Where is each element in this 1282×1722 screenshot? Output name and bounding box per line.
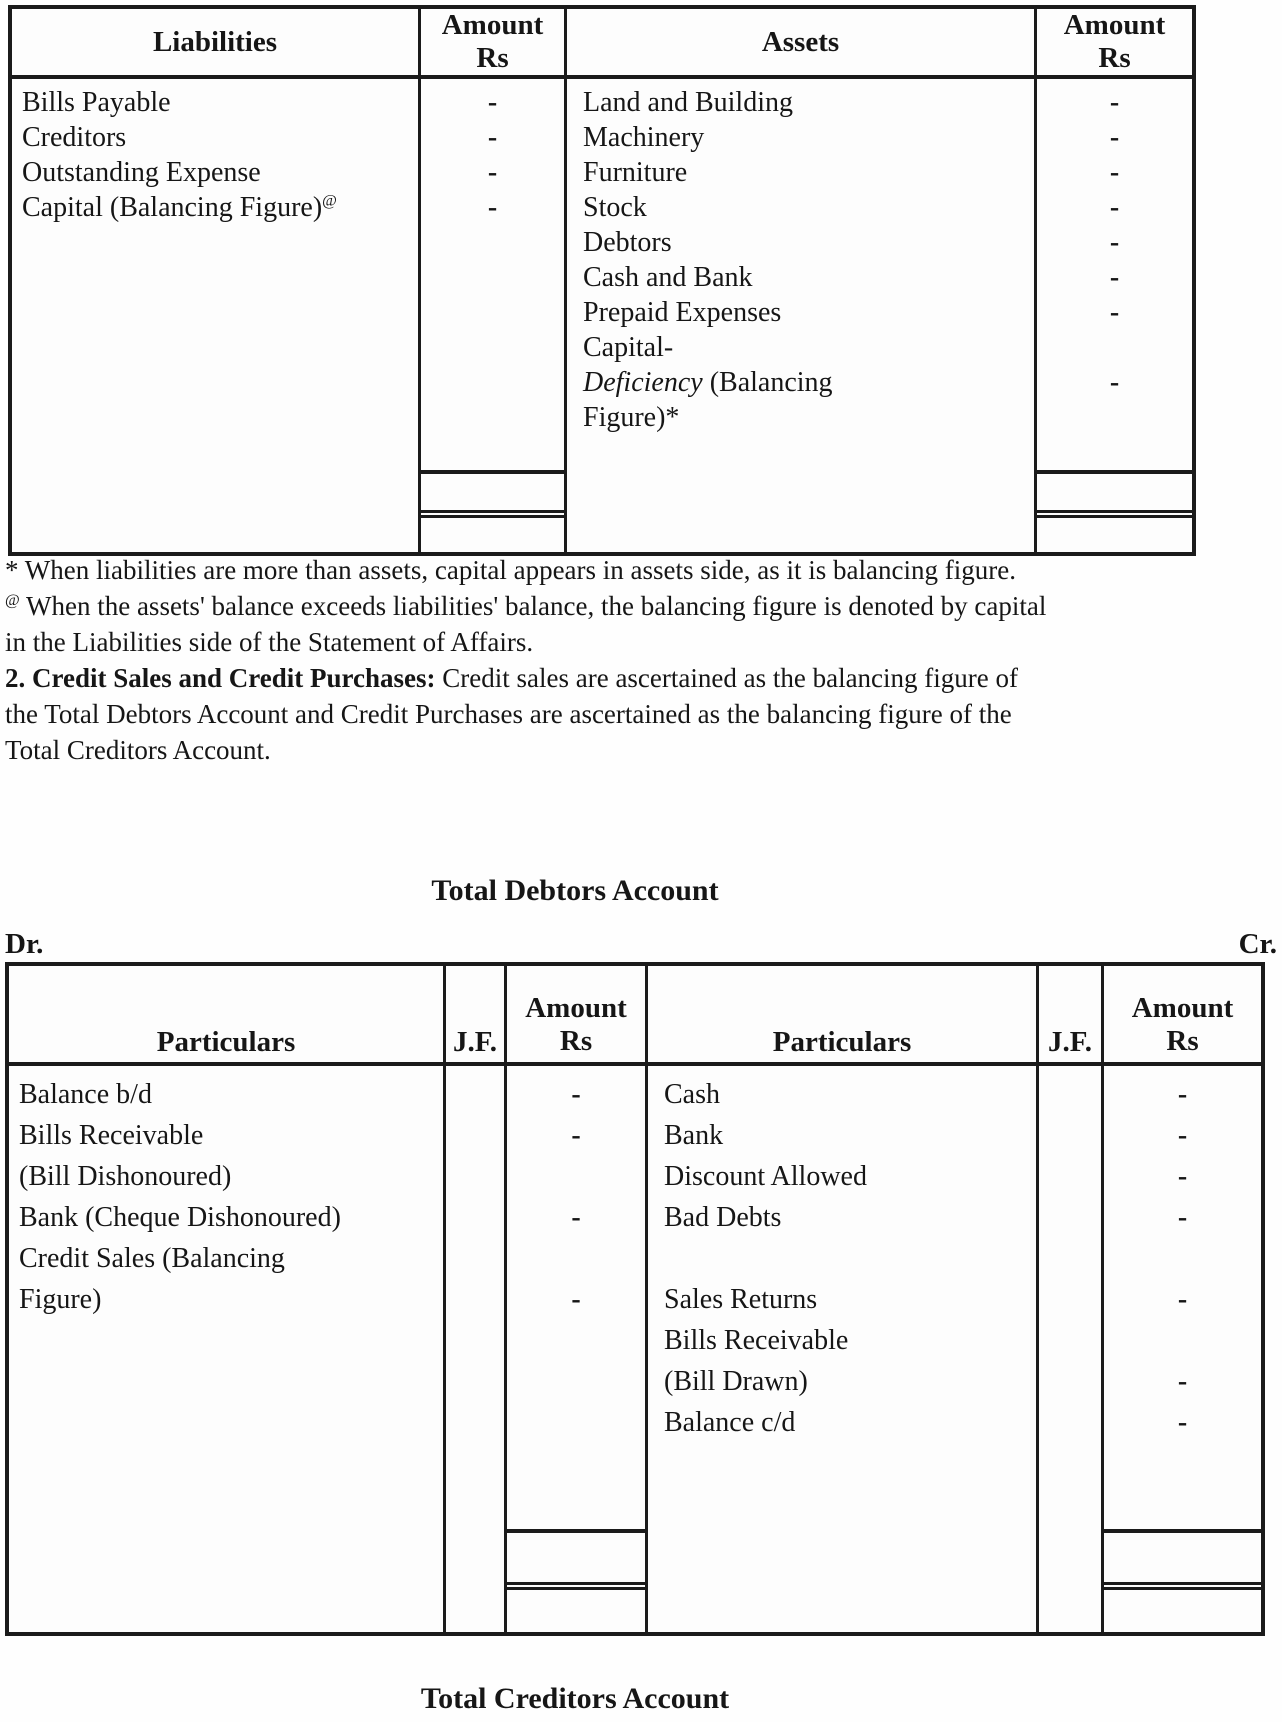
liability-item: Creditors (22, 122, 127, 153)
total-box (1037, 510, 1192, 552)
amount-value: - (1177, 1407, 1188, 1438)
credit-amount-column (1101, 1066, 1261, 1632)
debit-amount-header (504, 966, 645, 1066)
credit-jf-column (1036, 1066, 1101, 1632)
liabilities-list (12, 79, 418, 552)
amount-value (1037, 330, 1192, 365)
amount-value: - (1109, 87, 1120, 118)
credit-sales-paragraph: 2. Credit Sales and Credit Purchases: Credit sales are ascertained as the balancing figure of (5, 663, 1019, 693)
asset-item: Prepaid Expenses (583, 297, 782, 328)
amount-value (1104, 1238, 1261, 1279)
footnote-asterisk: * When liabilities are more than assets, capital appears in assets side, as it is balancing figure. (5, 555, 1016, 585)
amount-value (507, 1156, 645, 1197)
ledger-row: Bills Receivable (664, 1325, 849, 1356)
liabilities-amounts (421, 79, 564, 225)
subtotal-box (421, 470, 564, 510)
ledger-row: (Bill Drawn) (664, 1366, 808, 1397)
amount-value: - (1177, 1284, 1188, 1315)
asset-item: Figure)* (583, 402, 680, 433)
asset-item: Cash and Bank (583, 262, 753, 293)
amount-label: Amount (525, 992, 627, 1024)
amount-value: - (1177, 1079, 1188, 1110)
amount-value: - (571, 1120, 581, 1151)
assets-amount-header (1034, 9, 1192, 79)
amount-value: - (1109, 157, 1120, 188)
footnote-marker: @ (322, 192, 337, 210)
ledger-row: (Bill Dishonoured) (19, 1161, 232, 1192)
assets-list (564, 79, 1034, 552)
amount-value: - (487, 157, 498, 188)
amount-value: - (1109, 297, 1120, 328)
credit-particulars-list (645, 1066, 1036, 1632)
amount-value (1037, 400, 1192, 435)
cr-label: Cr. (1238, 928, 1277, 960)
ledger-row: Bad Debts (664, 1202, 782, 1233)
dr-label: Dr. (5, 928, 44, 960)
credit-jf-header: J.F. (1036, 966, 1101, 1066)
amount-value: - (1109, 262, 1120, 293)
amount-value: - (1177, 1366, 1188, 1397)
liabilities-amount-header (418, 9, 564, 79)
ledger-row: Discount Allowed (664, 1161, 867, 1192)
amount-value: - (571, 1079, 581, 1110)
debit-amounts (507, 1066, 645, 1320)
footnotes-block (5, 552, 1279, 768)
subtotal-box (507, 1529, 645, 1582)
ledger-row: Bank (Cheque Dishonoured) (19, 1202, 341, 1233)
amount-value: - (1177, 1202, 1188, 1233)
amount-value: - (1109, 227, 1120, 258)
total-creditors-title: Total Creditors Account (420, 1682, 730, 1715)
dr-cr-row (5, 928, 1277, 961)
footnote-circled: @ When the assets' balance exceeds liabilities' balance, the balancing figure is denoted by capital (5, 591, 1047, 621)
amount-value: - (1109, 122, 1120, 153)
rs-label: Rs (1098, 42, 1131, 74)
amount-value: - (1177, 1161, 1188, 1192)
debit-amount-column (504, 1066, 645, 1632)
credit-amounts (1104, 1066, 1261, 1443)
debit-particulars-list (9, 1066, 443, 1632)
amount-value: - (571, 1202, 581, 1233)
liability-item: Bills Payable (22, 87, 171, 118)
subtotal-box (1104, 1529, 1261, 1582)
spacer (421, 225, 564, 470)
amount-label: Amount (1131, 992, 1234, 1024)
rs-label: Rs (1166, 1025, 1199, 1057)
total-debtors-title: Total Debtors Account (431, 874, 719, 907)
rs-label: Rs (559, 1025, 593, 1057)
ledger-row (664, 1238, 1036, 1279)
rs-label: Rs (476, 42, 509, 74)
spacer (507, 1320, 645, 1529)
footnote-marker: @ (5, 592, 20, 609)
ledger-row: Sales Returns (664, 1284, 818, 1315)
asset-item: Stock (583, 192, 647, 223)
asset-item: Capital- (583, 332, 674, 363)
liability-item: Outstanding Expense (22, 157, 261, 188)
spacer (1037, 435, 1192, 470)
ledger-row: Balance c/d (664, 1407, 796, 1438)
amount-label: Amount (441, 9, 544, 41)
assets-amounts (1037, 79, 1192, 435)
debit-jf-column (443, 1066, 504, 1632)
amount-value (507, 1238, 645, 1279)
amount-value: - (1177, 1120, 1188, 1151)
ledger-row: Cash (664, 1079, 720, 1110)
assets-header: Assets (564, 9, 1034, 79)
credit-sales-paragraph-line2: the Total Debtors Account and Credit Purchases are ascertained as the balancing figure of the (5, 699, 1012, 729)
asset-item: Deficiency (Balancing (583, 367, 833, 398)
credit-amount-header (1101, 966, 1261, 1066)
footnote-circled-cont: in the Liabilities side of the Statement of Affairs. (5, 627, 534, 657)
amount-label: Amount (1063, 9, 1166, 41)
liability-item: Capital (Balancing Figure)@ (22, 192, 337, 223)
statement-of-affairs-table (8, 5, 1196, 556)
ledger-row: Balance b/d (19, 1079, 152, 1110)
debit-jf-header: J.F. (443, 966, 504, 1066)
debit-particulars-header: Particulars (9, 966, 443, 1066)
amount-value: - (1109, 367, 1120, 398)
amount-value: - (1109, 192, 1120, 223)
amount-value: - (487, 122, 498, 153)
total-debtors-table (5, 962, 1265, 1636)
amount-value (1104, 1320, 1261, 1361)
asset-item: Land and Building (583, 87, 793, 118)
ledger-row: Credit Sales (Balancing (19, 1243, 285, 1274)
credit-sales-paragraph-line3: Total Creditors Account. (5, 735, 271, 765)
total-box (507, 1582, 645, 1632)
total-box (421, 510, 564, 552)
ledger-row: Bank (664, 1120, 724, 1151)
asset-item: Debtors (583, 227, 672, 258)
amount-value: - (487, 192, 498, 223)
ledger-row: Figure) (19, 1284, 102, 1315)
amount-value: - (571, 1284, 581, 1315)
amount-value: - (487, 87, 498, 118)
paragraph-lead: 2. Credit Sales and Credit Purchases: (5, 663, 436, 693)
liabilities-header: Liabilities (12, 9, 418, 79)
asset-item: Machinery (583, 122, 705, 153)
subtotal-box (1037, 470, 1192, 510)
spacer (1104, 1443, 1261, 1529)
liabilities-amount-column (418, 79, 564, 552)
credit-particulars-header: Particulars (645, 966, 1036, 1066)
asset-item: Furniture (583, 157, 688, 188)
total-box (1104, 1582, 1261, 1632)
assets-amount-column (1034, 79, 1192, 552)
ledger-row: Bills Receivable (19, 1120, 204, 1151)
